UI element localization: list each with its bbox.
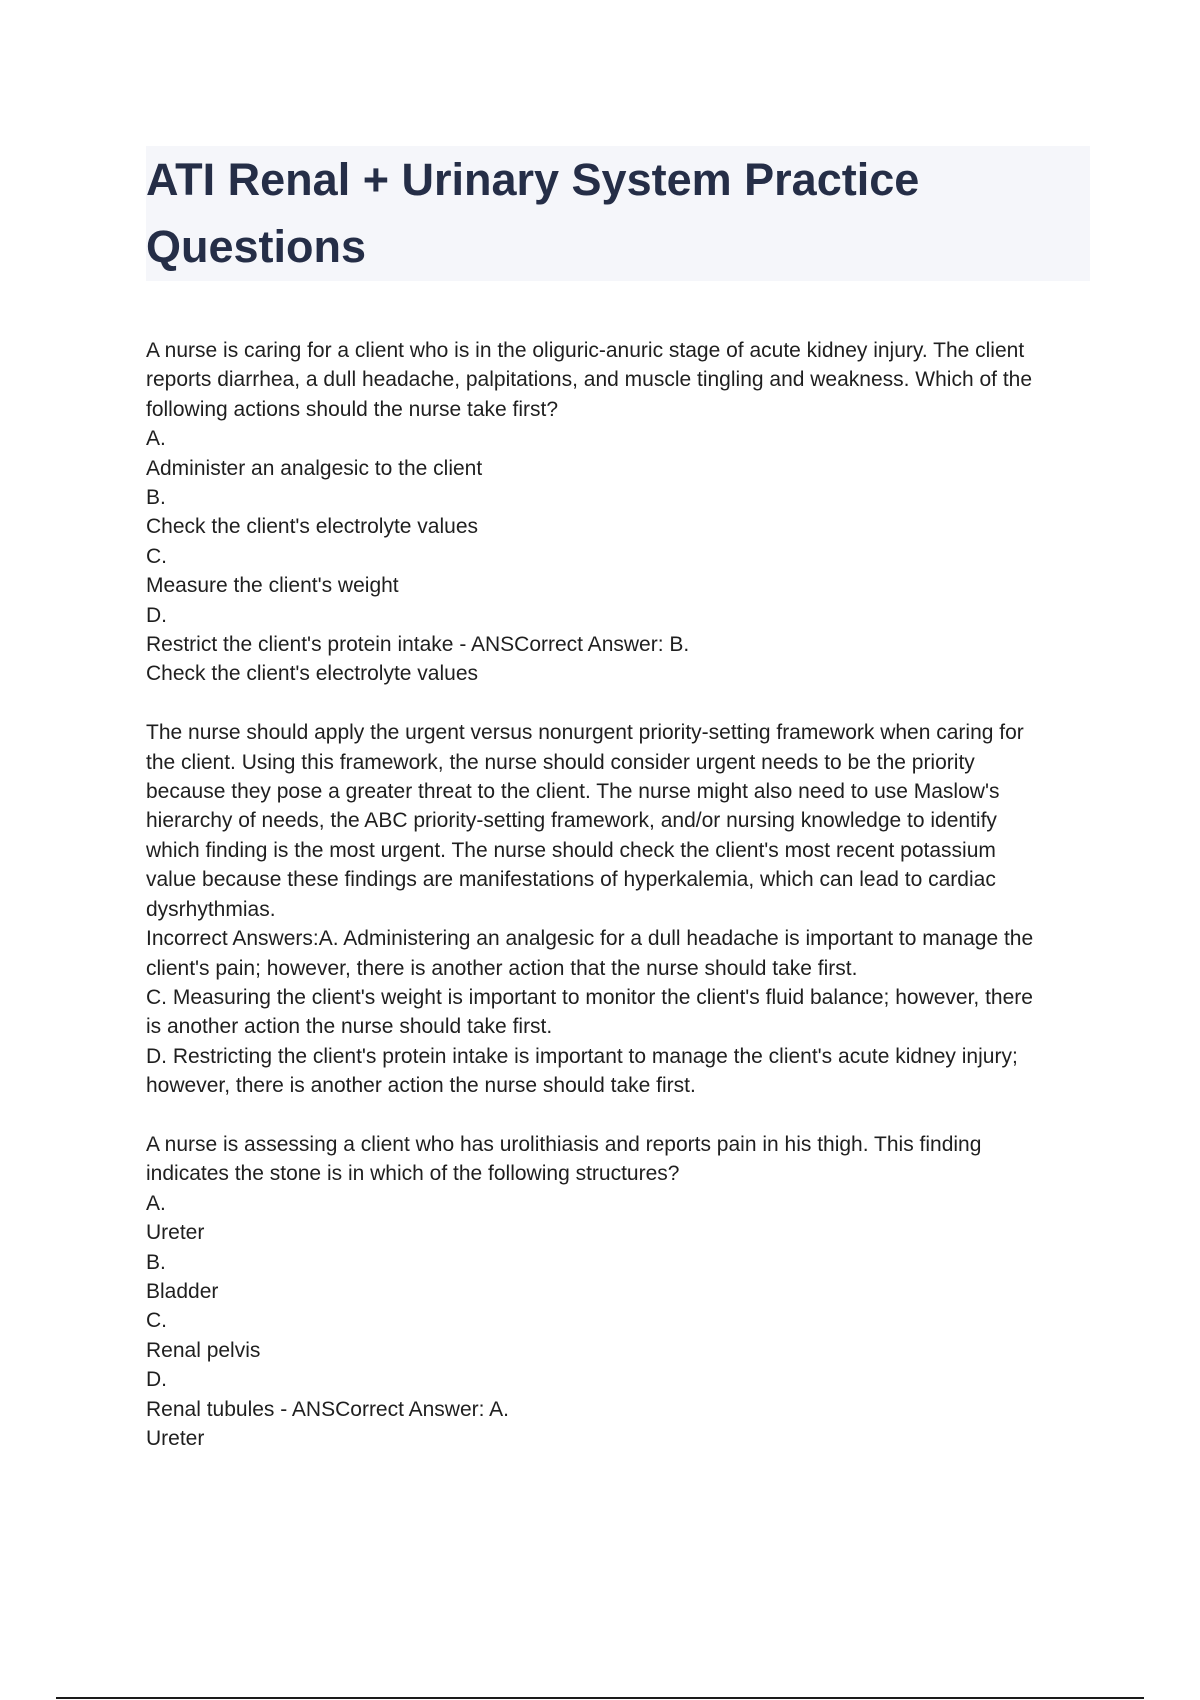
option-text: Administer an analgesic to the client (146, 456, 483, 480)
option-text: Restrict the client's protein intake - ANSCorrect Answer: B. (146, 633, 690, 657)
option-text: Check the client's electrolyte values (146, 515, 479, 539)
footer-divider (56, 1697, 1144, 1699)
rationale-line: client's pain; however, there is another action that the nurse should take first. (146, 956, 858, 980)
question-1-stem-line: following actions should the nurse take first? (146, 397, 559, 421)
option-letter: D. (146, 1368, 167, 1392)
option-letter: C. (146, 1309, 167, 1333)
option-text: Renal pelvis (146, 1338, 261, 1362)
rationale-line: the client. Using this framework, the nurse should consider urgent needs to be the priority (146, 750, 975, 774)
option-letter: B. (146, 486, 166, 510)
question-1-stem-line: reports diarrhea, a dull headache, palpitations, and muscle tingling and weakness. Which of the (146, 368, 1033, 392)
rationale-line: Incorrect Answers:A. Administering an analgesic for a dull headache is important to manage the (146, 927, 1034, 951)
option-letter: D. (146, 603, 167, 627)
question-2-stem-line: A nurse is assessing a client who has urolithiasis and reports pain in his thigh. This finding (146, 1132, 982, 1156)
rationale-line: dysrhythmias. (146, 897, 276, 921)
question-1 (146, 336, 1096, 689)
option-text: Bladder (146, 1279, 219, 1303)
document-body (146, 336, 1096, 1453)
rationale-line: because they pose a greater threat to the client. The nurse might also need to use Maslow's (146, 780, 1000, 804)
rationale-line: The nurse should apply the urgent versus nonurgent priority-setting framework when caring for (146, 721, 1024, 745)
question-1-stem-line: A nurse is caring for a client who is in the oliguric-anuric stage of acute kidney injury. The client (146, 339, 1025, 362)
rationale-line: hierarchy of needs, the ABC priority-setting framework, and/or nursing knowledge to identify (146, 809, 997, 833)
rationale-line: however, there is another action the nurse should take first. (146, 1074, 696, 1098)
question-2 (146, 1130, 1096, 1453)
paragraph-gap (146, 1101, 1096, 1130)
option-text: Ureter (146, 1221, 205, 1245)
correct-answer-text: Check the client's electrolyte values (146, 662, 479, 686)
rationale-line: C. Measuring the client's weight is important to monitor the client's fluid balance; however, there (146, 985, 1033, 1009)
title-banner (146, 146, 1090, 281)
rationale-line: is another action the nurse should take first. (146, 1015, 553, 1039)
page-title: ATI Renal + Urinary System Practice Questions (146, 154, 920, 272)
option-letter: C. (146, 544, 167, 568)
option-text: Measure the client's weight (146, 574, 399, 598)
option-letter: A. (146, 427, 166, 451)
rationale-line: value because these findings are manifestations of hyperkalemia, which can lead to cardiac (146, 868, 996, 892)
option-letter: A. (146, 1191, 166, 1215)
rationale-line: which finding is the most urgent. The nurse should check the client's most recent potassium (146, 838, 996, 862)
question-2-stem-line: indicates the stone is in which of the following structures? (146, 1162, 680, 1186)
option-text: Renal tubules - ANSCorrect Answer: A. (146, 1397, 509, 1421)
option-letter: B. (146, 1250, 166, 1274)
question-1-rationale (146, 718, 1096, 1100)
rationale-line: D. Restricting the client's protein intake is important to manage the client's acute kidney injury; (146, 1044, 1018, 1068)
correct-answer-text: Ureter (146, 1427, 205, 1450)
paragraph-gap (146, 689, 1096, 718)
